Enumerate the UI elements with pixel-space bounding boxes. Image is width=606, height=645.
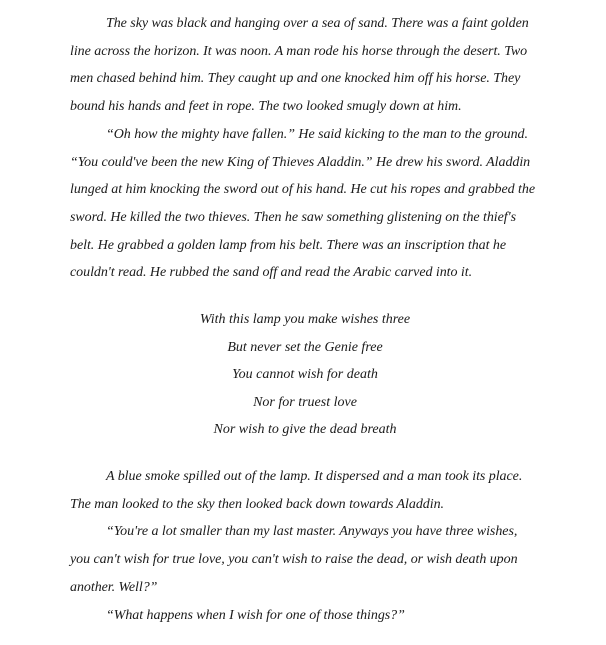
paragraph-4: “You're a lot smaller than my last master. Anyways you have three wishes, you can't wish for true love, you can't wish to raise the dead, or wish death upon another. Well?” [70, 524, 518, 595]
document-page [70, 10, 540, 629]
inscription-line-5: Nor wish to give the dead breath [213, 422, 397, 438]
paragraph-3: A blue smoke spilled out of the lamp. It dispersed and a man took its place. The man looked to the sky then looked back down towards Aladdin. [70, 469, 523, 512]
inscription-line-4: Nor for truest love [253, 394, 357, 410]
paragraph-1: The sky was black and hanging over a sea of sand. There was a faint golden line across the horizon. It was noon. A man rode his horse through the desert. Two men chased behind him. They caught up and one knocked him off his horse. They bound his hands and feet in rope. The two looked smugly down at him. [70, 16, 529, 115]
spacer [70, 444, 540, 463]
inscription-line-2: But never set the Genie free [227, 339, 383, 355]
spacer [70, 287, 540, 306]
inscription-line-1: With this lamp you make wishes three [199, 312, 411, 328]
paragraph-5: “What happens when I wish for one of those things?” [106, 607, 405, 623]
inscription-line-3: You cannot wish for death [232, 367, 378, 383]
lamp-inscription [70, 306, 540, 444]
paragraph-2: “Oh how the mighty have fallen.” He said kicking to the man to the ground. “You could've been the new King of Thieves Aladdin.” He drew his sword. Aladdin lunged at him knocking the sword out of his hand. He cut his ropes and grabbed the sword. He killed the two thieves. Then he saw something glistening on the thief's belt. He grabbed a golden lamp from his belt. There was an inscription that he couldn't read. He rubbed the sand off and read the Arabic carved into it. [70, 126, 535, 281]
